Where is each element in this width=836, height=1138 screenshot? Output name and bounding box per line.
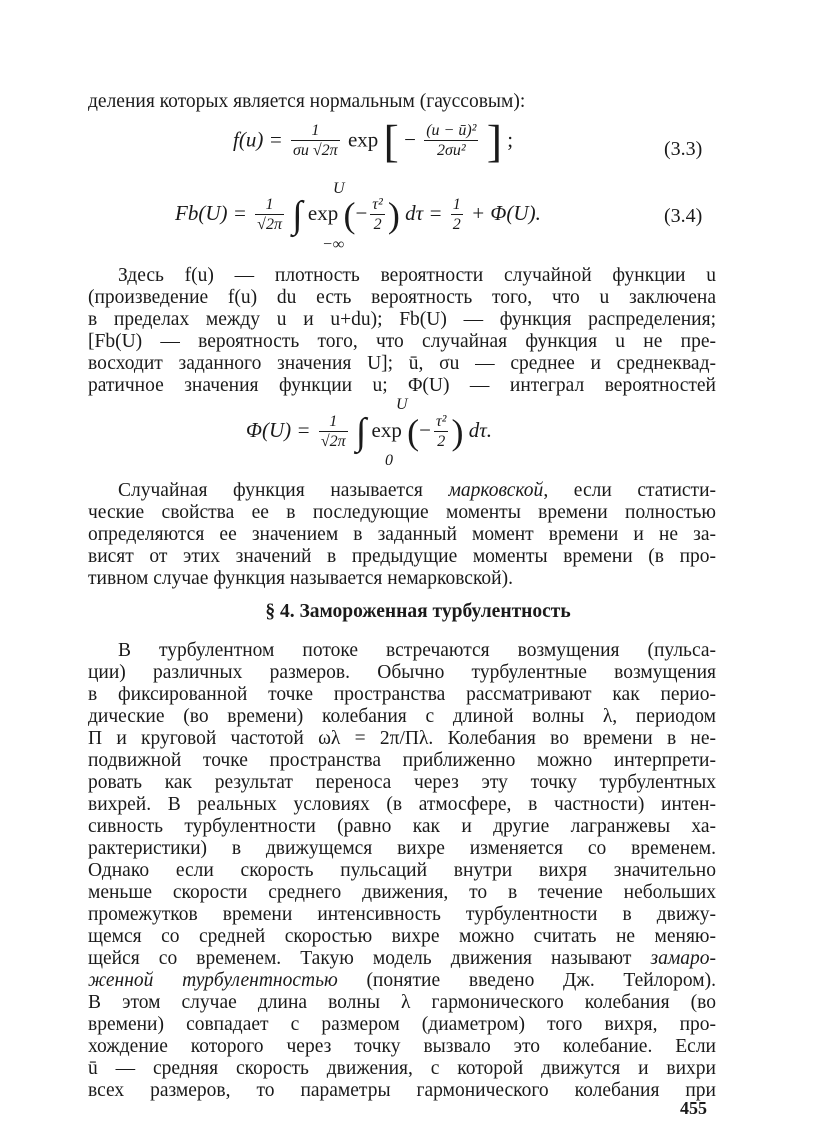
para1-line: ратичное значения функции u; Φ(U) — интеграл вероятностей (88, 375, 716, 396)
phi-inner-sign: − (419, 417, 431, 442)
phi-inner-fraction (434, 413, 449, 452)
eq33-close-bracket: ] (486, 115, 503, 167)
para3-text: (понятие введено Дж. Тейлором). (337, 970, 716, 991)
eq33-frac-den: σu √2π (293, 142, 338, 159)
para3-line: ровать как результат переноса через эту точку турбулентных (88, 772, 716, 793)
eq34-half (451, 196, 463, 235)
para3-line (88, 947, 716, 971)
para2-line: ческие свойства ее в последующие моменты времени полностью (88, 502, 716, 523)
para3-line: в фиксированной точке пространства рассматривают как перио- (88, 684, 716, 705)
para3-emphasis: женной турбулентностью (88, 970, 338, 991)
para2-emphasis: марковской (448, 480, 544, 501)
equation-number-3-3: (3.3) (664, 138, 703, 160)
eq34-inner-sign: − (355, 200, 368, 225)
phi-inner-den: 2 (434, 431, 449, 452)
eq34-inner-fraction (370, 196, 385, 235)
para3-line: сивность турбулентности (равно как и другие лагранжевы ха- (88, 816, 716, 837)
phi-tail: dτ. (468, 417, 493, 442)
eq33-inner-num: (u − ū)² (426, 122, 477, 139)
eq33-exp: exp (347, 127, 379, 152)
eq34-half-den: 2 (452, 215, 461, 233)
para3-line: ū — средняя скорость движения, с которой движутся и вихри (88, 1058, 716, 1079)
para3-line: хождение которого через точку вызвало это колебание. Если (88, 1036, 716, 1057)
para2-line: определяются ее значением в заданный момент времени и не за- (88, 524, 716, 545)
para2-text: , если статисти- (543, 480, 717, 501)
para3-emphasis: замаро- (650, 948, 717, 969)
para3-line: ции) различных размеров. Обычно турбулентные возмущения (88, 662, 716, 683)
para3-line (88, 969, 716, 993)
eq33-lhs: f(u) = (233, 127, 283, 152)
para3-line: всех размеров, то параметры гармонического колебания при (88, 1080, 716, 1101)
phi-open-paren: ( (407, 412, 420, 452)
para3-line: подвижной точке пространства приближенно можно интерпрети- (88, 750, 716, 771)
para3-line: Π и круговой частотой ωλ = 2π/Πλ. Колебания во времени в не- (88, 728, 716, 749)
para1-line: восходит заданного значения U]; ū, σu — среднее и среднеквад- (88, 353, 716, 374)
eq34-inner-num: τ² (372, 195, 383, 213)
phi-inner-num: τ² (435, 412, 447, 430)
para3-line: рактеристики) в движущемся вихре изменяется со временем. (88, 838, 716, 859)
eq34-exp: exp (307, 200, 339, 225)
para1-line: [Fb(U) — вероятность того, что случайная функция u не пре- (88, 331, 716, 352)
eq33-tail: ; (507, 127, 514, 152)
eq34-mid: dτ = (405, 200, 443, 225)
eq34-lower-limit: −∞ (322, 236, 345, 253)
eq33-fraction (291, 122, 340, 161)
para3-line: Однако если скорость пульсаций внутри вихря значительно (88, 860, 716, 881)
phi-upper-limit: U (396, 396, 408, 413)
eq34-frac-den: √2π (257, 215, 282, 233)
para2-line: висят от этих значений в предыдущие моменты времени (в про- (88, 546, 716, 567)
eq34-half-num: 1 (452, 195, 461, 213)
para3-line: вихрей. В реальных условиях (в атмосфере, в частности) интен- (88, 794, 716, 815)
intro-line: деления которых является нормальным (гауссовым): (88, 91, 526, 112)
para1-line: в пределах между u и u+du); Fb(U) — функция распределения; (88, 309, 716, 330)
para2-line: тивном случае функция называется немарковской). (88, 568, 513, 589)
para3-line: меньше скорости среднего движения, то в течение небольших (88, 882, 716, 903)
eq34-rhs: + Φ(U). (471, 200, 541, 225)
phi-integral-sign: ∫ (355, 411, 367, 453)
para3-line: времени) совпадает с размером (диаметром) того вихря, про- (88, 1014, 716, 1035)
phi-close-paren: ) (451, 412, 464, 452)
eq33-inner-sign: − (404, 127, 416, 152)
equation-3-4 (175, 193, 541, 237)
eq34-integral-sign: ∫ (292, 194, 303, 236)
equation-phi (246, 410, 492, 454)
eq33-inner-den: 2σu² (424, 140, 478, 161)
para3-line: В турбулентном потоке встречаются возмущения (пульса- (118, 640, 716, 661)
phi-exp: exp (371, 417, 402, 442)
eq33-inner-fraction (424, 122, 478, 161)
eq34-open-paren: ( (343, 195, 356, 235)
para3-line: щемся со средней скоростью вихре можно считать не меняю- (88, 926, 716, 947)
phi-frac-num: 1 (329, 412, 338, 430)
eq34-fraction (255, 196, 284, 235)
phi-lower-limit: 0 (385, 452, 393, 469)
para2-text: Случайная функция называется (118, 480, 449, 501)
eq34-inner-den: 2 (370, 214, 385, 235)
para1-line: Здесь f(u) — плотность вероятности случайной функции u (118, 265, 716, 286)
phi-fraction (319, 413, 348, 452)
phi-lhs: Φ(U) = (246, 417, 311, 442)
eq34-close-paren: ) (387, 195, 400, 235)
para3-line: дические (во времени) колебания с длиной волны λ, периодом (88, 706, 716, 727)
para1-line: (произведение f(u) du есть вероятность того, что u заключена (88, 287, 716, 308)
section-heading: § 4. Замороженная турбулентность (265, 601, 571, 622)
para3-line: промежутков времени интенсивность турбулентности в движу- (88, 904, 716, 925)
page-number: 455 (680, 1098, 707, 1118)
eq33-frac-num: 1 (311, 122, 320, 139)
equation-number-3-4: (3.4) (664, 205, 703, 227)
eq34-lhs: Fb(U) = (175, 200, 247, 225)
para3-text: щейся со временем. Такую модель движения называют (88, 948, 632, 969)
eq33-open-bracket: [ (383, 115, 399, 167)
phi-frac-den: √2π (320, 432, 346, 450)
eq34-frac-num: 1 (265, 195, 274, 213)
para3-line: В этом случае длина волны λ гармонического колебания (во (88, 992, 716, 1013)
eq34-upper-limit: U (333, 180, 345, 197)
para2-line (118, 479, 716, 503)
equation-3-3 (233, 115, 514, 167)
